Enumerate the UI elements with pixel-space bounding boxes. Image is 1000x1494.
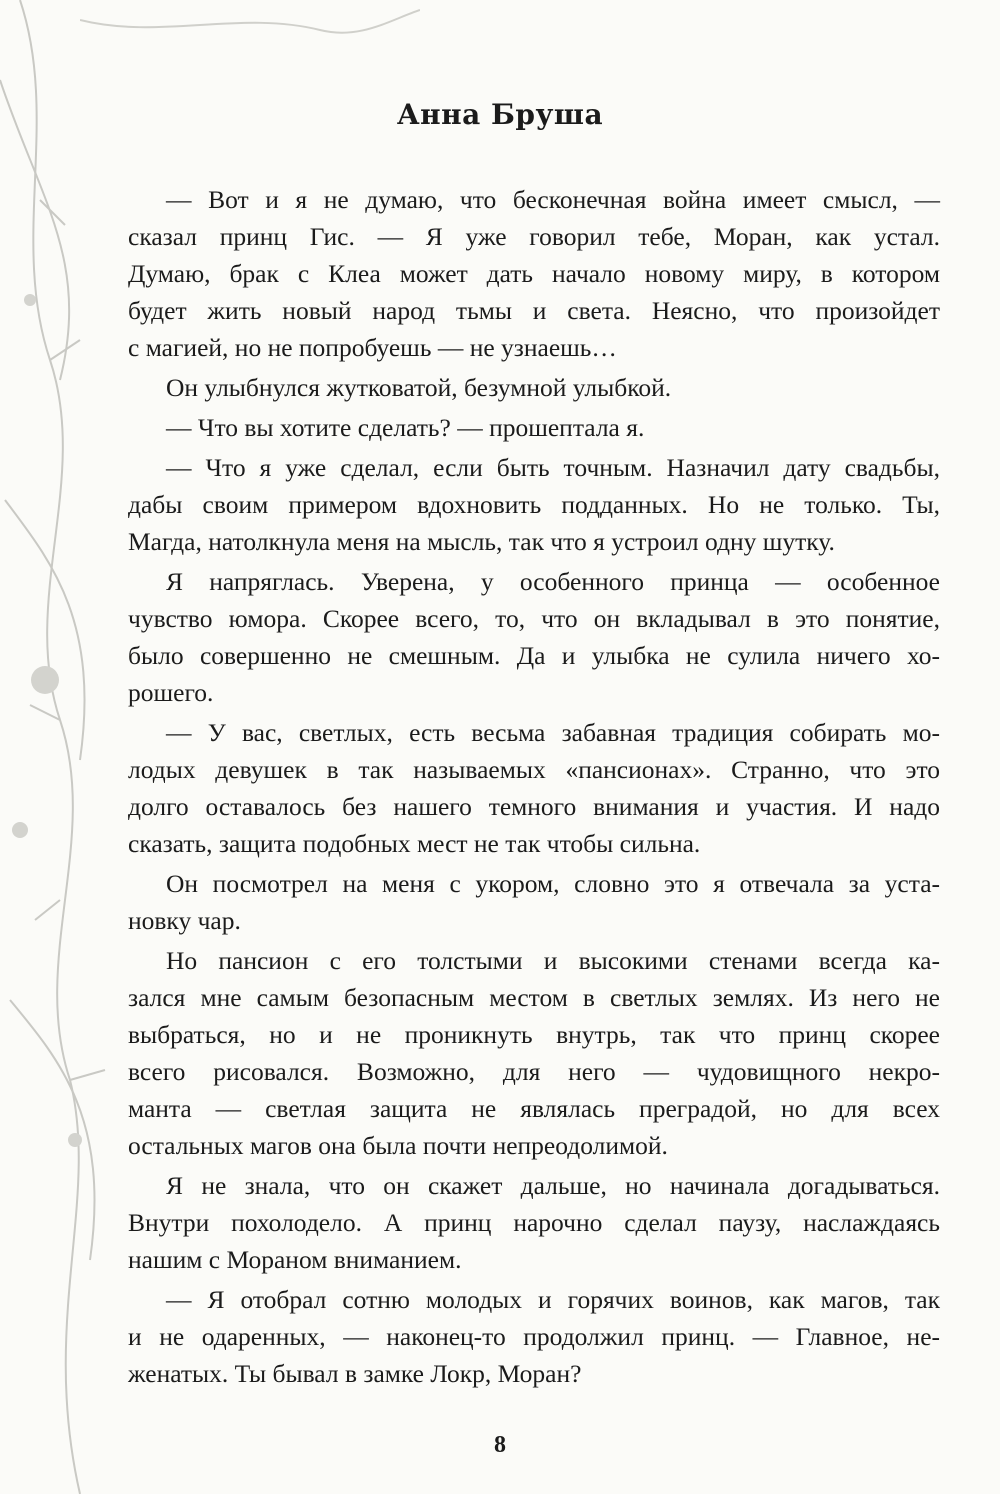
text-line: новку чар. [128, 906, 241, 935]
paragraph [128, 1281, 940, 1392]
text-line: Он улыбнулся жутковатой, безумной улыбкой. [166, 373, 672, 402]
text-line: с магией, но не попробуешь — не узнаешь… [128, 333, 617, 362]
text-line: было совершенно не смешным. Да и улыбка не сулила ничего хо- [128, 641, 940, 670]
body-text [128, 178, 940, 1392]
text-line: всего рисовался. Возможно, для него — чудовищного некро- [128, 1057, 940, 1086]
text-line: — Что я уже сделал, если быть точным. Назначил дату свадьбы, [166, 453, 940, 482]
paragraph [128, 409, 940, 446]
paragraph [128, 714, 940, 862]
text-line: Я напряглась. Уверена, у особенного принца — особенное [166, 567, 940, 596]
text-line: остальных магов она была почти непреодолимой. [128, 1131, 668, 1160]
text-line: Думаю, брак с Клеа может дать начало новому миру, в котором [128, 259, 940, 288]
text-line: выбраться, но и не проникнуть внутрь, так что принц скорее [128, 1020, 940, 1049]
text-line: рошего. [128, 678, 214, 707]
running-header-author: Анна Бруша [396, 98, 604, 131]
text-line: зался мне самым безопасным местом в светлых землях. Из него не [128, 983, 940, 1012]
text-line: — У вас, светлых, есть весьма забавная традиция собирать мо- [166, 718, 940, 747]
paragraph [128, 449, 940, 560]
page-number: 8 [494, 1432, 506, 1458]
text-line: Он посмотрел на меня с укором, словно это я отвечала за уста- [166, 869, 940, 898]
text-line: Магда, натолкнула меня на мысль, так что я устроил одну шутку. [128, 527, 835, 556]
text-line: Но пансион с его толстыми и высокими стенами всегда ка- [166, 946, 940, 975]
text-line: чувство юмора. Скорее всего, то, что он вкладывал в это понятие, [128, 604, 940, 633]
paragraph [128, 369, 940, 406]
text-line: лодых девушек в так называемых «пансионах». Странно, что это [128, 755, 940, 784]
text-line: манта — светлая защита не являлась преградой, но для всех [128, 1094, 940, 1123]
text-line: Внутри похолодело. А принц нарочно сделал паузу, наслаждаясь [128, 1208, 940, 1237]
paragraph [128, 942, 940, 1164]
text-line: сказал принц Гис. — Я уже говорил тебе, Моран, как устал. [128, 222, 940, 251]
text-line: долго оставалось без нашего темного внимания и участия. И надо [128, 792, 940, 821]
text-line: дабы своим примером вдохновить подданных. Но не только. Ты, [128, 490, 940, 519]
text-line: сказать, защита подобных мест не так чтобы сильна. [128, 829, 701, 858]
text-line: будет жить новый народ тьмы и света. Неясно, что произойдет [128, 296, 940, 325]
floral-vine-decoration [0, 0, 140, 1494]
text-line: — Вот и я не думаю, что бесконечная война имеет смысл, — [166, 185, 940, 214]
paragraph [128, 563, 940, 711]
text-line: — Я отобрал сотню молодых и горячих воинов, как магов, так [166, 1285, 940, 1314]
paragraph [128, 1167, 940, 1278]
text-line: и не одаренных, — наконец-то продолжил принц. — Главное, не- [128, 1322, 940, 1351]
paragraph [128, 181, 940, 366]
text-line: нашим с Мораном вниманием. [128, 1245, 462, 1274]
text-line: Я не знала, что он скажет дальше, но начинала догадываться. [166, 1171, 940, 1200]
text-line: — Что вы хотите сделать? — прошептала я. [166, 413, 645, 442]
text-line: женатых. Ты бывал в замке Локр, Моран? [128, 1359, 582, 1388]
paragraph [128, 865, 940, 939]
branch-decoration [80, 0, 420, 90]
